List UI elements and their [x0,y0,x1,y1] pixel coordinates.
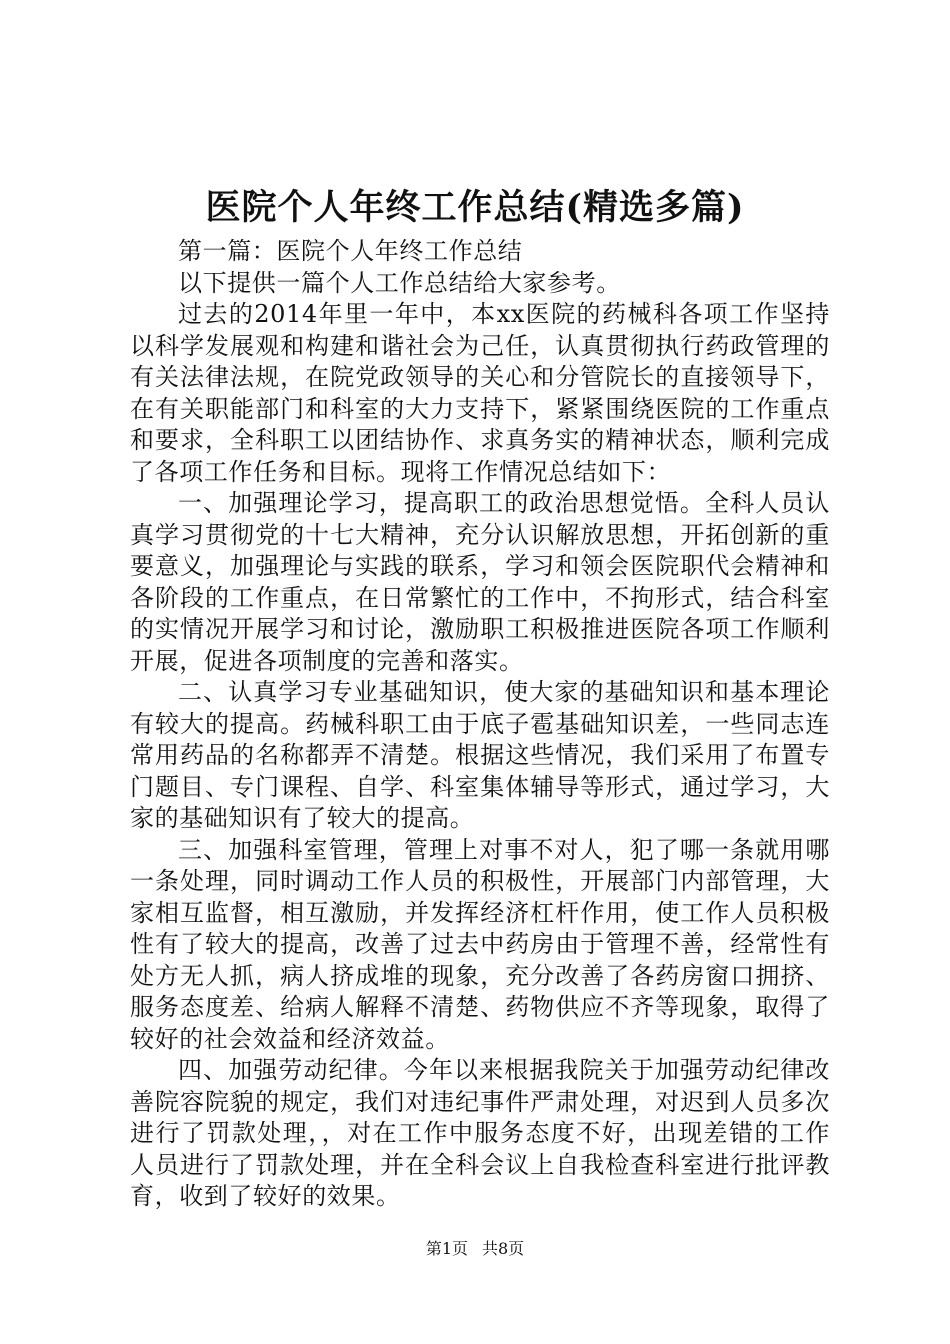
section-heading: 第一篇：医院个人年终工作总结 [178,237,523,265]
intro-paragraph: 以下提供一篇个人工作总结给大家参考。 [178,268,621,297]
page-total: 共8页 [482,1239,525,1258]
body-paragraph: 三、加强科室管理，管理上对事不对人，犯了哪一条就用哪一条处理，同时调动工作人员的积极性，开展部门内部管理，大家相互监督，相互激励，并发挥经济杠杆作用，使工作人员积极性有了较大的提高，改善了过去中药房由于管理不善，经常性有处方无人抓，病人挤成堆的现象，充分改善了各药房窗口拥挤、服务态度差、给病人解释不清楚、药物供应不齐等现象，取得了较好的社会效益和经济效益。 [130,835,830,1053]
body-paragraph: 过去的2014年里一年中，本xx医院的药械科各项工作坚持以科学发展观和构建和谐社会为己任，认真贯彻执行药政管理的有关法律法规，在院党政领导的关心和分管院长的直接领导下，在有关职能部门和科室的大力支持下，紧紧围绕医院的工作重点和要求，全科职工以团结协作、求真务实的精神状态，顺利完成了各项工作任务和目标。现将工作情况总结如下： [130,300,830,486]
body-paragraph: 四、加强劳动纪律。今年以来根据我院关于加强劳动纪律改善院容院貌的规定，我们对违纪事件严肃处理，对迟到人员多次进行了罚款处理，，对在工作中服务态度不好，出现差错的工作人员进行了罚款处理，并在全科会议上自我检查科室进行批评教育，收到了较好的效果。 [130,1056,830,1210]
body-paragraph: 二、认真学习专业基础知识，使大家的基础知识和基本理论有较大的提高。药械科职工由于底子雹基础知识差，一些同志连常用药品的名称都弄不清楚。根据这些情况，我们采用了布置专门题目、专门课程、自学、科室集体辅导等形式，通过学习，大家的基础知识有了较大的提高。 [130,678,830,832]
body-paragraph: 一、加强理论学习，提高职工的政治思想觉悟。全科人员认真学习贯彻党的十七大精神，充分认识解放思想，开拓创新的重要意义，加强理论与实践的联系，学习和领会医院职代会精神和各阶段的工作重点，在日常繁忙的工作中，不拘形式，结合科室的实情况开展学习和讨论，激励职工积极推进医院各项工作顺利开展，促进各项制度的完善和落实。 [130,489,830,675]
document-body [130,236,830,1213]
page-number: 第1页 [425,1239,468,1258]
page-footer [0,1237,950,1261]
document-title: 医院个人年终工作总结(精选多篇) [205,187,745,228]
